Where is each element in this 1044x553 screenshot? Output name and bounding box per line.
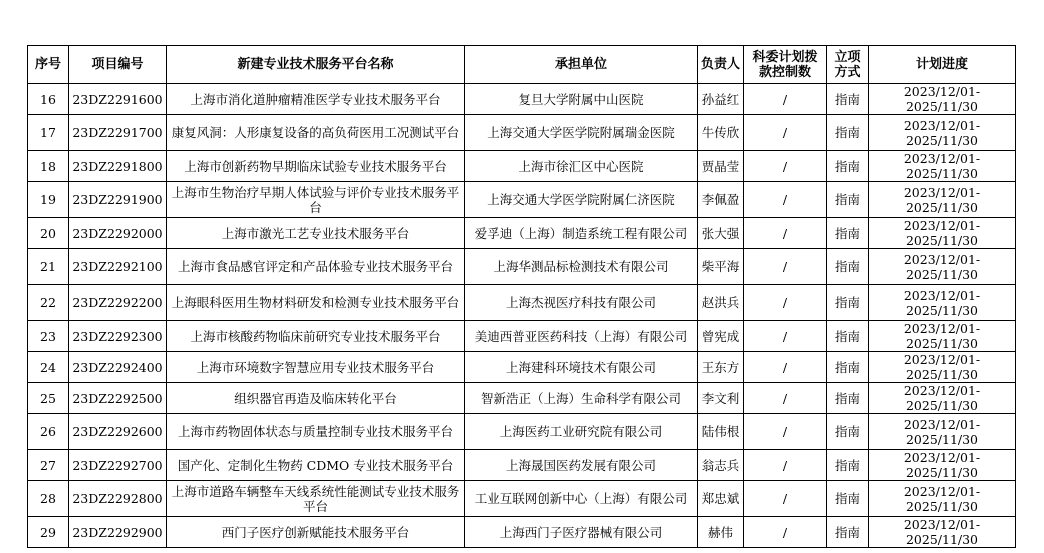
- platform-name-cell: 上海市核酸药物临床前研究专业技术服务平台: [167, 321, 465, 352]
- undertaking-unit-cell: 上海华测品标检测技术有限公司: [465, 249, 698, 285]
- col-header-funding: 科委计划拨款控制数: [744, 46, 827, 84]
- schedule-cell: 2023/12/01-2025/11/30: [869, 481, 1016, 517]
- leader-cell: 赵洪兵: [698, 285, 744, 321]
- approval-method-cell: 指南: [827, 249, 869, 285]
- project-table: [27, 45, 1016, 548]
- row-index-cell: 21: [28, 249, 69, 285]
- platform-name-cell: 上海市道路车辆整车天线系统性能测试专业技术服务平台: [167, 481, 465, 517]
- project-code-cell: 23DZ2292200: [69, 285, 167, 321]
- project-code-cell: 23DZ2291600: [69, 84, 167, 115]
- table-row: [28, 182, 1016, 218]
- table-row: [28, 414, 1016, 450]
- row-index-cell: 23: [28, 321, 69, 352]
- platform-name-cell: 上海市生物治疗早期人体试验与评价专业技术服务平台: [167, 182, 465, 218]
- approval-method-cell: 指南: [827, 115, 869, 151]
- table-row: [28, 84, 1016, 115]
- approval-method-cell: 指南: [827, 352, 869, 383]
- approval-method-cell: 指南: [827, 218, 869, 249]
- row-index-cell: 22: [28, 285, 69, 321]
- row-index-cell: 28: [28, 481, 69, 517]
- approval-method-cell: 指南: [827, 285, 869, 321]
- platform-name-cell: 上海市激光工艺专业技术服务平台: [167, 218, 465, 249]
- undertaking-unit-cell: 复旦大学附属中山医院: [465, 84, 698, 115]
- funding-cell: /: [744, 151, 827, 182]
- approval-method-cell: 指南: [827, 182, 869, 218]
- row-index-cell: 19: [28, 182, 69, 218]
- approval-method-cell: 指南: [827, 414, 869, 450]
- funding-cell: /: [744, 383, 827, 414]
- project-code-cell: 23DZ2292000: [69, 218, 167, 249]
- undertaking-unit-cell: 上海杰视医疗科技有限公司: [465, 285, 698, 321]
- table-row: [28, 481, 1016, 517]
- project-code-cell: 23DZ2292500: [69, 383, 167, 414]
- table-row: [28, 218, 1016, 249]
- schedule-cell: 2023/12/01-2025/11/30: [869, 182, 1016, 218]
- funding-cell: /: [744, 218, 827, 249]
- platform-name-cell: 西门子医疗创新赋能技术服务平台: [167, 517, 465, 548]
- platform-name-cell: 国产化、定制化生物药 CDMO 专业技术服务平台: [167, 450, 465, 481]
- funding-cell: /: [744, 481, 827, 517]
- table-body: [28, 84, 1016, 548]
- approval-method-cell: 指南: [827, 450, 869, 481]
- row-index-cell: 17: [28, 115, 69, 151]
- schedule-cell: 2023/12/01-2025/11/30: [869, 151, 1016, 182]
- project-code-cell: 23DZ2291800: [69, 151, 167, 182]
- platform-name-cell: 上海眼科医用生物材料研发和检测专业技术服务平台: [167, 285, 465, 321]
- undertaking-unit-cell: 美迪西普亚医药科技（上海）有限公司: [465, 321, 698, 352]
- leader-cell: 李文利: [698, 383, 744, 414]
- schedule-cell: 2023/12/01-2025/11/30: [869, 218, 1016, 249]
- row-index-cell: 20: [28, 218, 69, 249]
- project-code-cell: 23DZ2291700: [69, 115, 167, 151]
- platform-name-cell: 上海市食品感官评定和产品体验专业技术服务平台: [167, 249, 465, 285]
- col-header-schedule: 计划进度: [869, 46, 1016, 84]
- leader-cell: 翁志兵: [698, 450, 744, 481]
- project-code-cell: 23DZ2292300: [69, 321, 167, 352]
- project-code-cell: 23DZ2292900: [69, 517, 167, 548]
- funding-cell: /: [744, 450, 827, 481]
- row-index-cell: 24: [28, 352, 69, 383]
- platform-name-cell: 上海市消化道肿瘤精准医学专业技术服务平台: [167, 84, 465, 115]
- table-row: [28, 352, 1016, 383]
- leader-cell: 曾宪成: [698, 321, 744, 352]
- schedule-cell: 2023/12/01-2025/11/30: [869, 352, 1016, 383]
- project-code-cell: 23DZ2291900: [69, 182, 167, 218]
- table-row: [28, 151, 1016, 182]
- project-code-cell: 23DZ2292400: [69, 352, 167, 383]
- funding-cell: /: [744, 115, 827, 151]
- schedule-cell: 2023/12/01-2025/11/30: [869, 517, 1016, 548]
- undertaking-unit-cell: 上海医药工业研究院有限公司: [465, 414, 698, 450]
- undertaking-unit-cell: 上海晟国医药发展有限公司: [465, 450, 698, 481]
- row-index-cell: 26: [28, 414, 69, 450]
- leader-cell: 赫伟: [698, 517, 744, 548]
- schedule-cell: 2023/12/01-2025/11/30: [869, 285, 1016, 321]
- project-code-cell: 23DZ2292100: [69, 249, 167, 285]
- leader-cell: 李佩盈: [698, 182, 744, 218]
- schedule-cell: 2023/12/01-2025/11/30: [869, 249, 1016, 285]
- col-header-leader: 负责人: [698, 46, 744, 84]
- col-header-index: 序号: [28, 46, 69, 84]
- approval-method-cell: 指南: [827, 517, 869, 548]
- row-index-cell: 16: [28, 84, 69, 115]
- col-header-code: 项目编号: [69, 46, 167, 84]
- funding-cell: /: [744, 517, 827, 548]
- funding-cell: /: [744, 84, 827, 115]
- row-index-cell: 18: [28, 151, 69, 182]
- table-row: [28, 321, 1016, 352]
- undertaking-unit-cell: 上海市徐汇区中心医院: [465, 151, 698, 182]
- approval-method-cell: 指南: [827, 84, 869, 115]
- table-row: [28, 115, 1016, 151]
- schedule-cell: 2023/12/01-2025/11/30: [869, 115, 1016, 151]
- funding-cell: /: [744, 321, 827, 352]
- row-index-cell: 25: [28, 383, 69, 414]
- table-row: [28, 450, 1016, 481]
- leader-cell: 王东方: [698, 352, 744, 383]
- approval-method-cell: 指南: [827, 481, 869, 517]
- table-row: [28, 285, 1016, 321]
- approval-method-cell: 指南: [827, 383, 869, 414]
- undertaking-unit-cell: 上海西门子医疗器械有限公司: [465, 517, 698, 548]
- schedule-cell: 2023/12/01-2025/11/30: [869, 321, 1016, 352]
- approval-method-cell: 指南: [827, 321, 869, 352]
- undertaking-unit-cell: 爱孚迪（上海）制造系统工程有限公司: [465, 218, 698, 249]
- leader-cell: 柴平海: [698, 249, 744, 285]
- undertaking-unit-cell: 上海交通大学医学院附属仁济医院: [465, 182, 698, 218]
- col-header-unit: 承担单位: [465, 46, 698, 84]
- col-header-method: 立项方式: [827, 46, 869, 84]
- project-code-cell: 23DZ2292700: [69, 450, 167, 481]
- project-code-cell: 23DZ2292600: [69, 414, 167, 450]
- schedule-cell: 2023/12/01-2025/11/30: [869, 84, 1016, 115]
- platform-name-cell: 上海市药物固体状态与质量控制专业技术服务平台: [167, 414, 465, 450]
- funding-cell: /: [744, 352, 827, 383]
- leader-cell: 陆伟根: [698, 414, 744, 450]
- schedule-cell: 2023/12/01-2025/11/30: [869, 383, 1016, 414]
- approval-method-cell: 指南: [827, 151, 869, 182]
- header-row: [28, 46, 1016, 84]
- row-index-cell: 29: [28, 517, 69, 548]
- funding-cell: /: [744, 182, 827, 218]
- undertaking-unit-cell: 上海建科环境技术有限公司: [465, 352, 698, 383]
- leader-cell: 牛传欣: [698, 115, 744, 151]
- table-row: [28, 383, 1016, 414]
- platform-name-cell: 上海市环境数字智慧应用专业技术服务平台: [167, 352, 465, 383]
- col-header-platform-name: 新建专业技术服务平台名称: [167, 46, 465, 84]
- leader-cell: 张大强: [698, 218, 744, 249]
- leader-cell: 郑忠斌: [698, 481, 744, 517]
- undertaking-unit-cell: 工业互联网创新中心（上海）有限公司: [465, 481, 698, 517]
- schedule-cell: 2023/12/01-2025/11/30: [869, 414, 1016, 450]
- undertaking-unit-cell: 上海交通大学医学院附属瑞金医院: [465, 115, 698, 151]
- platform-name-cell: 康复风洞：人形康复设备的高负荷医用工况测试平台: [167, 115, 465, 151]
- table-row: [28, 517, 1016, 548]
- leader-cell: 孙益红: [698, 84, 744, 115]
- leader-cell: 贾晶莹: [698, 151, 744, 182]
- project-code-cell: 23DZ2292800: [69, 481, 167, 517]
- schedule-cell: 2023/12/01-2025/11/30: [869, 450, 1016, 481]
- funding-cell: /: [744, 414, 827, 450]
- platform-name-cell: 组织器官再造及临床转化平台: [167, 383, 465, 414]
- table-row: [28, 249, 1016, 285]
- row-index-cell: 27: [28, 450, 69, 481]
- platform-name-cell: 上海市创新药物早期临床试验专业技术服务平台: [167, 151, 465, 182]
- funding-cell: /: [744, 249, 827, 285]
- undertaking-unit-cell: 智新浩正（上海）生命科学有限公司: [465, 383, 698, 414]
- funding-cell: /: [744, 285, 827, 321]
